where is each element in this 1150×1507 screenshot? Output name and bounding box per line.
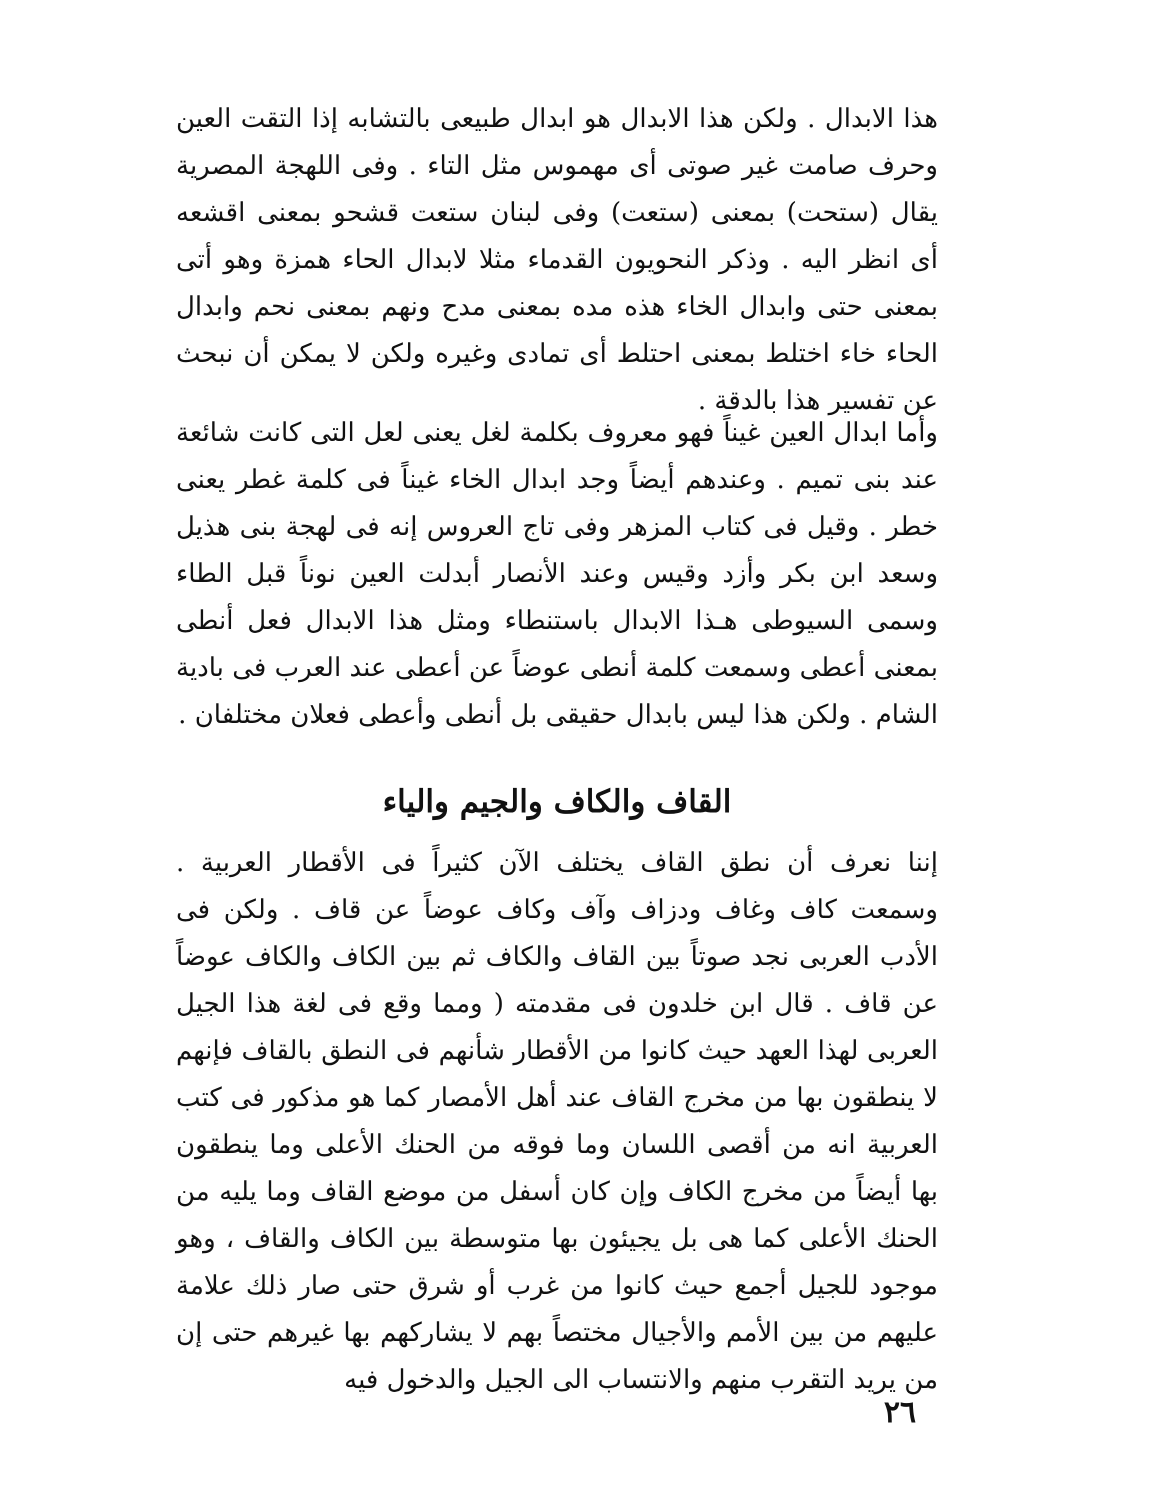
section-heading: القاف والكاف والجيم والياء — [382, 784, 732, 820]
body-paragraph-1 — [176, 96, 938, 425]
paragraph-text: هذا الابدال . ولكن هذا الابدال هو ابدال طبيعى بالتشابه إذا التقت العين وحرف صامت غير صوتى أى مهموس مثل التاء . وفى اللهجة المصرية يقال (ستحت) بمعنى (ستعت) وفى لبنان ستعت قشحو بمعنى اقشعه أى انظر اليه . وذكر النحويون القدماء مثلا لابدال الحاء همزة وهو أتى بمعنى حتى وابدال الخاء هذه مده بمعنى مدح ونهم بمعنى نحم وابدال الحاء خاء اختلط بمعنى احتلط أى تمادى وغيره ولكن لا يمكن أن نبحث عن تفسير هذا بالدقة . — [176, 104, 938, 416]
body-paragraph-2 — [176, 410, 938, 739]
section-paragraph — [176, 840, 938, 1404]
page-number: ٢٦ — [883, 1395, 917, 1430]
paragraph-text: إننا نعرف أن نطق القاف يختلف الآن كثيراً فى الأقطار العربية . وسمعت كاف وغاف ودزاف وآف وكاف عوضاً عن قاف . ولكن فى الأدب العربى نجد صوتاً بين القاف والكاف ثم بين الكاف والكاف عوضاً عن قاف . قال ابن خلدون فى مقدمته ( ومما وقع فى لغة هذا الجيل العربى لهذا العهد حيث كانوا من الأقطار شأنهم فى النطق بالقاف فإنهم لا ينطقون بها من مخرج القاف عند أهل الأمصار كما هو مذكور فى كتب العربية انه من أقصى اللسان وما فوقه من الحنك الأعلى وما ينطقون بها أيضاً من مخرج الكاف وإن كان أسفل من موضع القاف وما يليه من الحنك الأعلى كما هى بل يجيئون بها متوسطة بين الكاف والقاف ، وهو موجود للجيل أجمع حيث كانوا من غرب أو شرق حتى صار ذلك علامة عليهم من بين الأمم والأجيال مختصاً بهم لا يشاركهم بها غيرهم حتى إن من يريد التقرب منهم والانتساب الى الجيل والدخول فيه — [176, 848, 938, 1395]
paragraph-text: وأما ابدال العين غيناً فهو معروف بكلمة لغل يعنى لعل التى كانت شائعة عند بنى تميم . وعندهم أيضاً وجد ابدال الخاء غيناً فى كلمة غطر يعنى خطر . وقيل فى كتاب المزهر وفى تاج العروس إنه فى لهجة بنى هذيل وسعد ابن بكر وأزد وقيس وعند الأنصار أبدلت العين نوناً قبل الطاء وسمى السيوطى هـذا الابدال باستنطاء ومثل هذا الابدال فعل أنطى بمعنى أعطى وسمعت كلمة أنطى عوضاً عن أعطى عند العرب فى بادية الشام . ولكن هذا ليس بابدال حقيقى بل أنطى وأعطى فعلان مختلفان . — [176, 418, 938, 730]
